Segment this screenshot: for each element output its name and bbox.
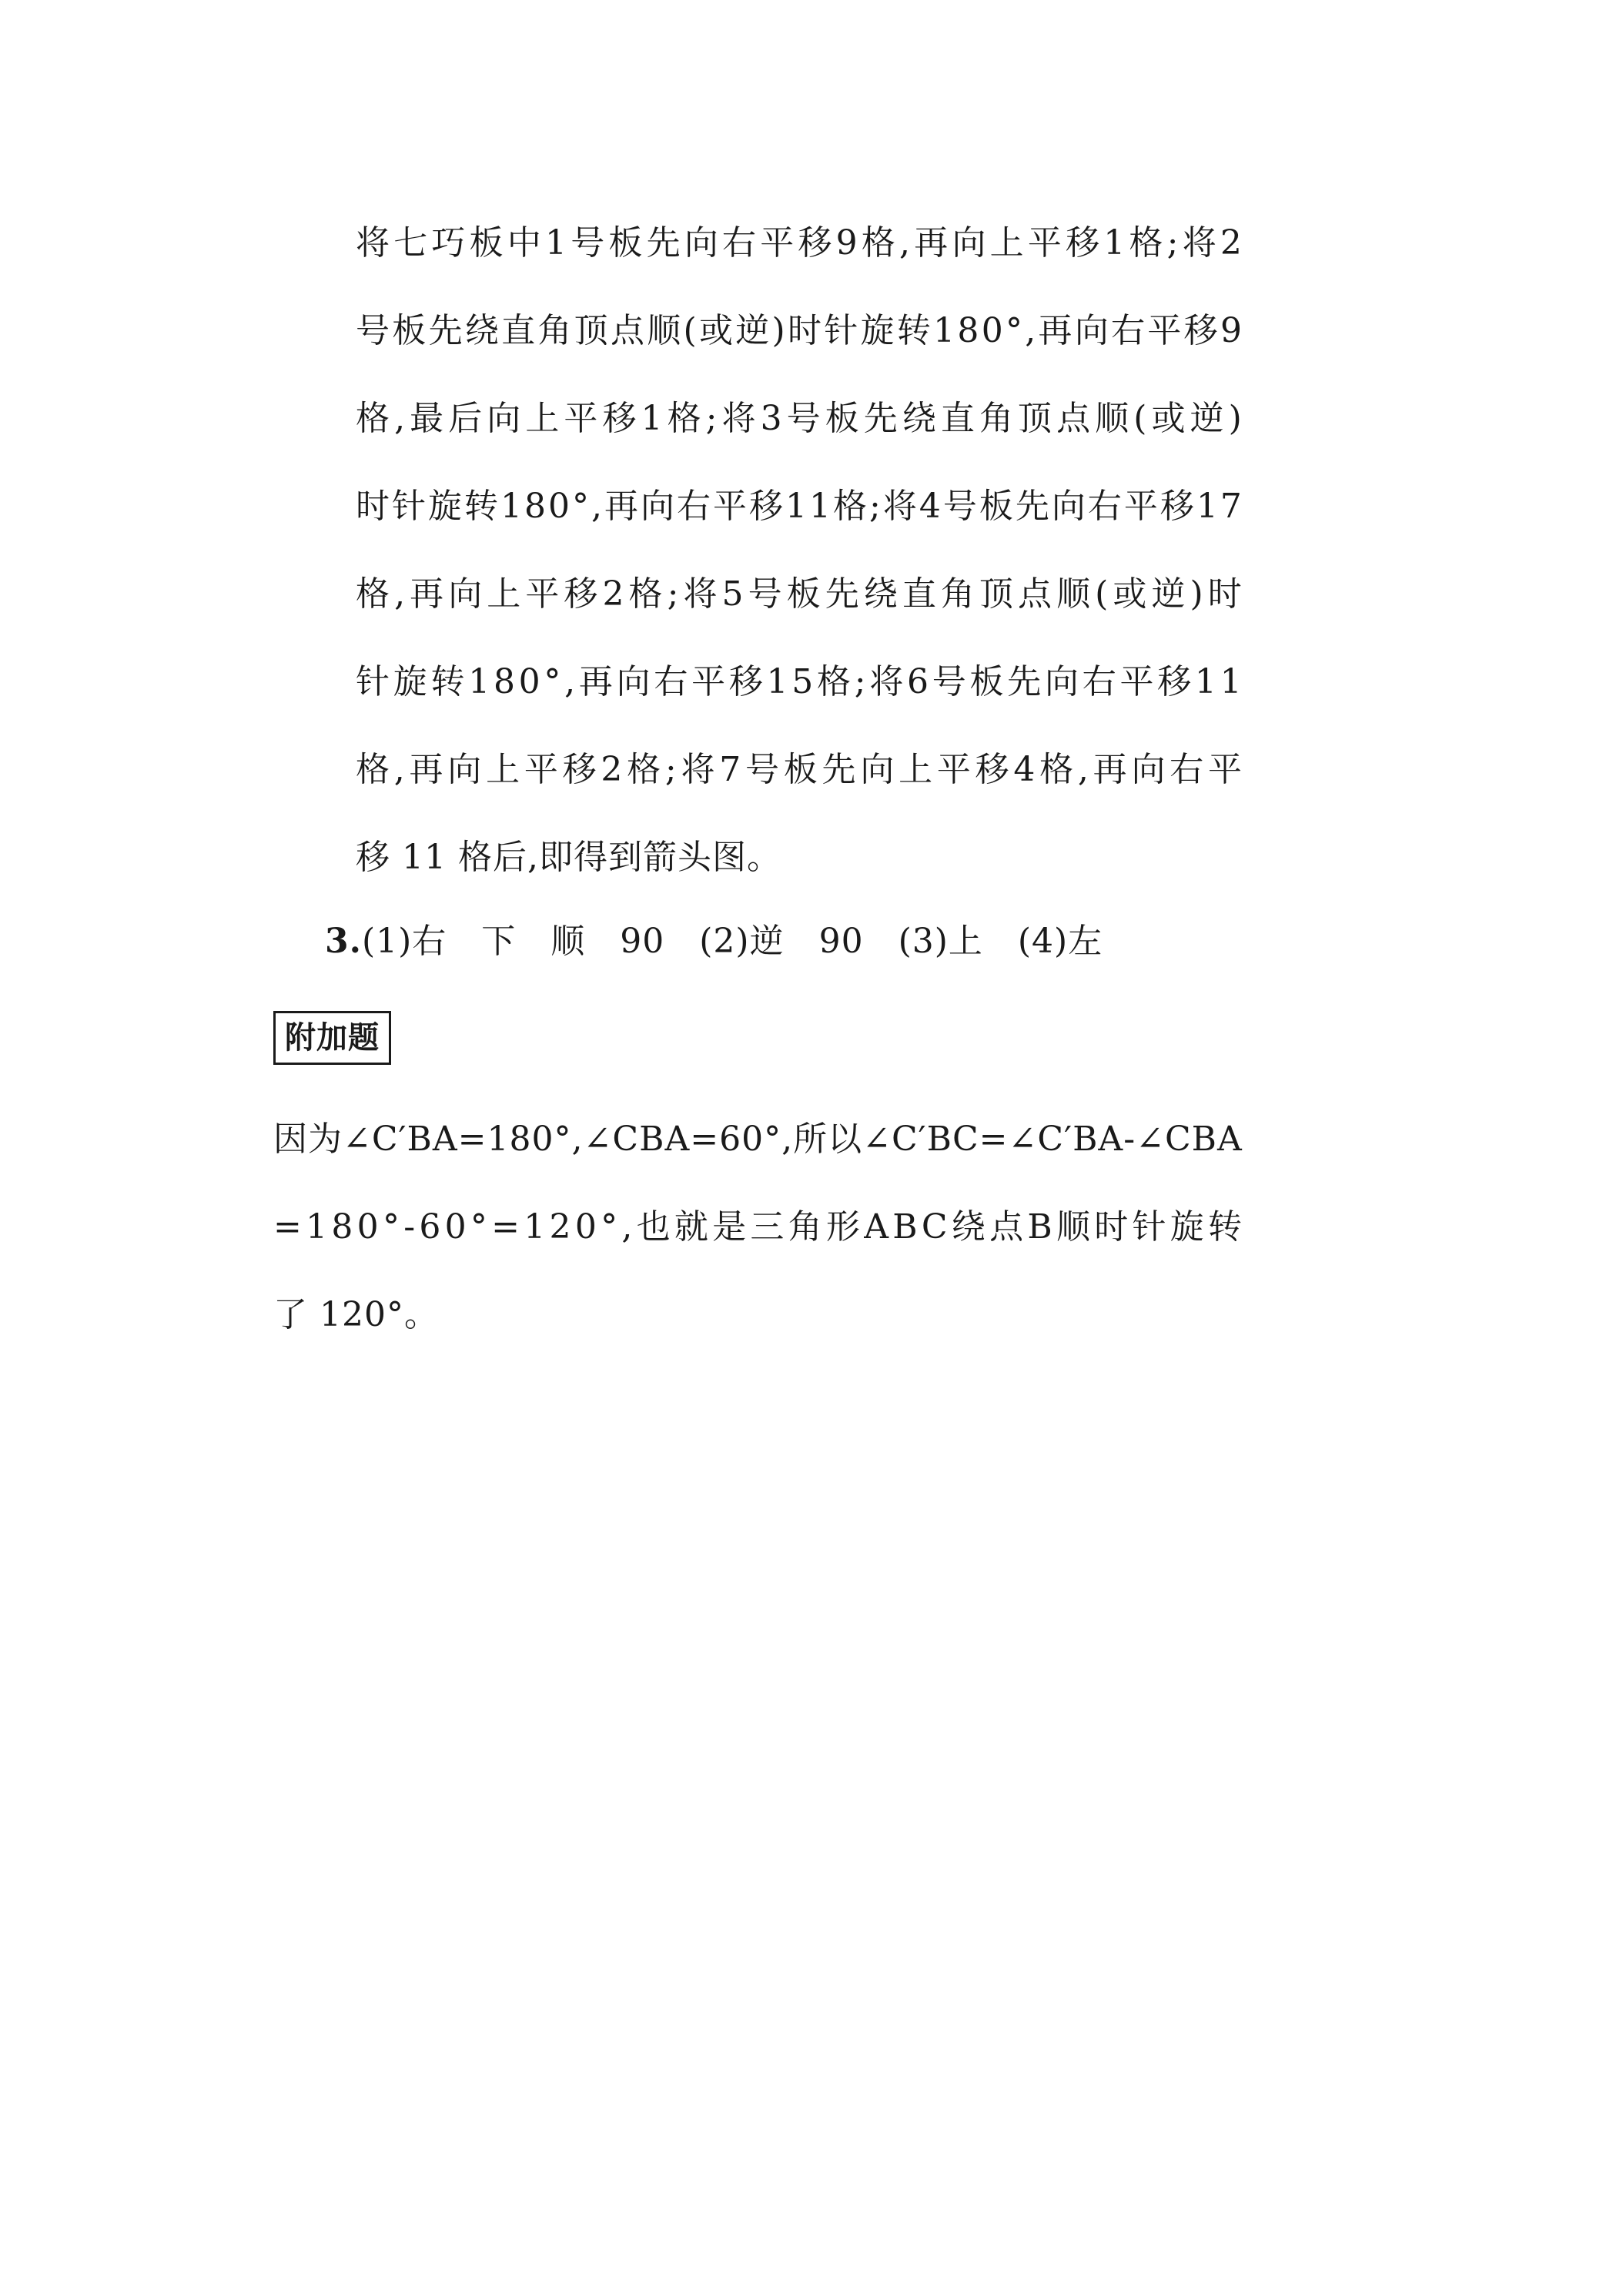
solution-line-8: 移 11 格后,即得到箭头图。: [356, 838, 781, 877]
solution-line-5: 格 , 再 向 上 平 移 2 格 ; 将 5 号 板 先 绕 直 角 顶 点 顺 ( 或 逆 ) 时: [356, 574, 1243, 614]
question-3-text: (1)右 下 顺 90 (2)逆 90 (3)上 (4)左: [361, 922, 1103, 961]
solution-line-1: 将 七 巧 板 中 1 号 板 先 向 右 平 移 9 格 , 再 向 上 平 移 1 格 ; 将 2: [356, 223, 1243, 263]
solution-line-7: 格 , 再 向 上 平 移 2 格 ; 将 7 号 板 先 向 上 平 移 4 格 , 再 向 右 平: [356, 750, 1243, 789]
bonus-line-2: = 1 8 0 ° - 6 0 ° = 1 2 0 ° , 也 就 是 三 角 形 A B C 绕 点 B 顺 时 针 旋 转: [273, 1207, 1243, 1247]
bonus-line-1: 因 为 ∠ C ′ B A = 1 8 0 ° , ∠ C B A = 6 0 ° , 所 以 ∠ C ′ B C = ∠ C ′ B A - ∠ C B A: [273, 1120, 1243, 1159]
question-3-answer: [325, 919, 1103, 965]
solution-line-4: 时 针 旋 转 1 8 0 ° , 再 向 右 平 移 1 1 格 ; 将 4 号 板 先 向 右 平 移 1 7: [356, 487, 1243, 526]
question-3-number: 3.: [325, 922, 362, 961]
solution-line-2: 号 板 先 绕 直 角 顶 点 顺 ( 或 逆 ) 时 针 旋 转 1 8 0 ° , 再 向 右 平 移 9: [356, 311, 1243, 350]
solution-line-3: 格 , 最 后 向 上 平 移 1 格 ; 将 3 号 板 先 绕 直 角 顶 点 顺 ( 或 逆 ): [356, 399, 1243, 438]
bonus-question-heading: 附加题: [273, 1011, 391, 1065]
solution-line-6: 针 旋 转 1 8 0 ° , 再 向 右 平 移 1 5 格 ; 将 6 号 板 先 向 右 平 移 1 1: [356, 662, 1243, 701]
bonus-line-3: 了 120°。: [273, 1295, 439, 1334]
